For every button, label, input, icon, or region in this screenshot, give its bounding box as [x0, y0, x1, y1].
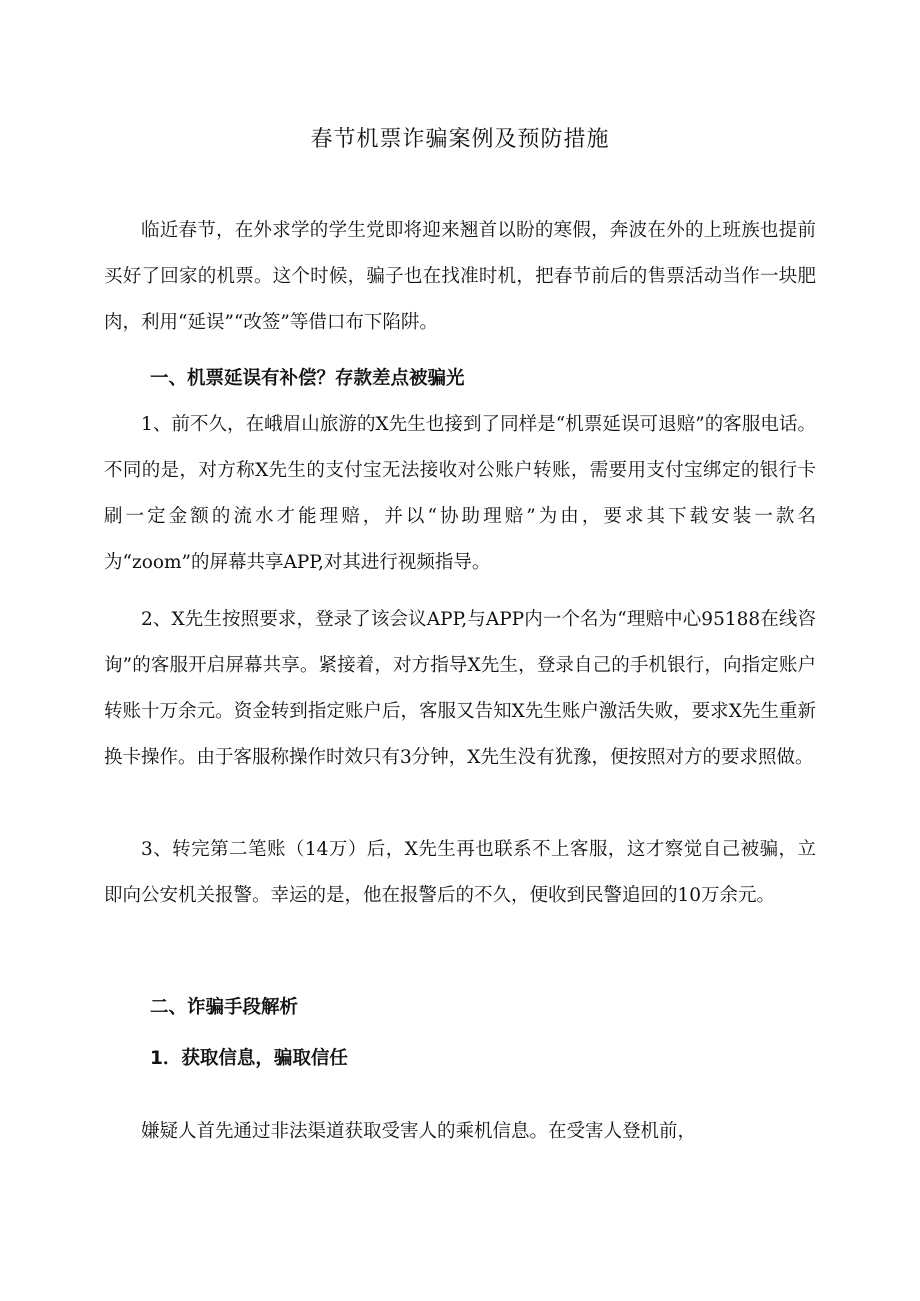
section-2-subheading: 1．获取信息，骗取信任: [150, 1048, 348, 1069]
section-1-paragraph-3: 3、转完第二笔账（14万）后，X先生再也联系不上客服，这才察觉自己被骗，立即向公安机关报警。幸运的是，他在报警后的不久，便收到民警追回的10万余元。: [104, 839, 816, 906]
intro-paragraph: 临近春节，在外求学的学生党即将迎来翘首以盼的寒假，奔波在外的上班族也提前买好了回家的机票。这个时候，骗子也在找准时机，把春节前后的售票活动当作一块肥肉，利用“延误”“改签”等借口布下陷阱。: [104, 220, 816, 333]
section-1-paragraph-1: 1、前不久，在峨眉山旅游的X先生也接到了同样是“机票延误可退赔”的客服电话。不同的是，对方称X先生的支付宝无法接收对公账户转账，需要用支付宝绑定的银行卡刷一定金额的流水才能理赔，并以“协助理赔”为由，要求其下载安装一款名为“zoom”的屏幕共享APP,对其进行视频指导。: [104, 414, 816, 573]
section-1-heading: 一、机票延误有补偿？存款差点被骗光: [150, 368, 465, 389]
document-title: 春节机票诈骗案例及预防措施: [310, 127, 610, 152]
section-2-paragraph: 嫌疑人首先通过非法渠道获取受害人的乘机信息。在受害人登机前，: [141, 1121, 697, 1142]
section-1-paragraph-2: 2、X先生按照要求，登录了该会议APP,与APP内一个名为“理赔中心95188在线咨询”的客服开启屏幕共享。紧接着，对方指导X先生，登录自己的手机银行，向指定账户转账十万余元。资金转到指定账户后，客服又告知X先生账户激活失败，要求X先生重新换卡操作。由于客服称操作时效只有3分钟，X先生没有犹豫，便按照对方的要求照做。: [104, 609, 816, 768]
section-2-heading: 二、诈骗手段解析: [150, 997, 299, 1018]
